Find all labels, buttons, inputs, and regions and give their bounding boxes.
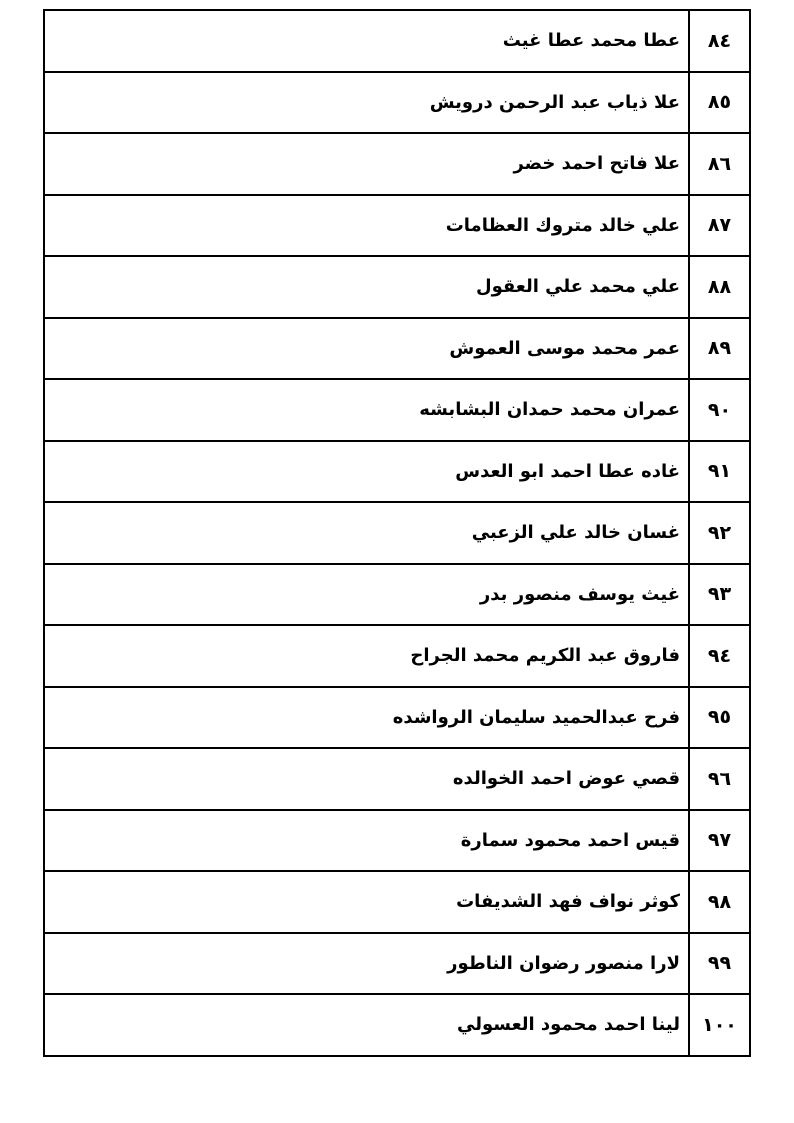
row-number: ١٠٠ (689, 994, 750, 1056)
row-name: علا ذياب عبد الرحمن درويش (44, 72, 689, 134)
table-row (44, 687, 750, 749)
table-row (44, 625, 750, 687)
table-row (44, 133, 750, 195)
row-number: ٨٧ (689, 195, 750, 257)
row-name: فرح عبدالحميد سليمان الرواشده (44, 687, 689, 749)
row-name: علي محمد علي العقول (44, 256, 689, 318)
row-number: ٩٩ (689, 933, 750, 995)
row-name: لارا منصور رضوان الناطور (44, 933, 689, 995)
row-number: ٩٣ (689, 564, 750, 626)
row-number: ٩٦ (689, 748, 750, 810)
row-number: ٩١ (689, 441, 750, 503)
row-name: عمر محمد موسى العموش (44, 318, 689, 380)
row-name: عمران محمد حمدان البشابشه (44, 379, 689, 441)
table-row (44, 72, 750, 134)
table-row (44, 318, 750, 380)
table-row (44, 871, 750, 933)
table-row (44, 933, 750, 995)
table-row (44, 502, 750, 564)
row-name: علا فاتح احمد خضر (44, 133, 689, 195)
row-number: ٨٩ (689, 318, 750, 380)
table-row (44, 748, 750, 810)
row-number: ٨٦ (689, 133, 750, 195)
table-row (44, 256, 750, 318)
row-name: غيث يوسف منصور بدر (44, 564, 689, 626)
table-row (44, 10, 750, 72)
table-row (44, 810, 750, 872)
table-row (44, 379, 750, 441)
row-number: ٩٥ (689, 687, 750, 749)
row-number: ٩٨ (689, 871, 750, 933)
row-number: ٩٢ (689, 502, 750, 564)
row-name: كوثر نواف فهد الشديفات (44, 871, 689, 933)
row-name: غاده عطا احمد ابو العدس (44, 441, 689, 503)
row-name: قيس احمد محمود سمارة (44, 810, 689, 872)
row-number: ٨٥ (689, 72, 750, 134)
row-number: ٨٤ (689, 10, 750, 72)
row-number: ٩٧ (689, 810, 750, 872)
row-name: فاروق عبد الكريم محمد الجراح (44, 625, 689, 687)
row-name: قصي عوض احمد الخوالده (44, 748, 689, 810)
names-table (43, 9, 751, 1057)
table-row (44, 195, 750, 257)
row-number: ٨٨ (689, 256, 750, 318)
row-name: عطا محمد عطا غيث (44, 10, 689, 72)
row-number: ٩٠ (689, 379, 750, 441)
row-name: لينا احمد محمود العسولي (44, 994, 689, 1056)
table-row (44, 441, 750, 503)
table-body (44, 10, 750, 1056)
row-name: علي خالد متروك العظامات (44, 195, 689, 257)
row-name: غسان خالد علي الزعبي (44, 502, 689, 564)
table-row (44, 994, 750, 1056)
table-row (44, 564, 750, 626)
row-number: ٩٤ (689, 625, 750, 687)
